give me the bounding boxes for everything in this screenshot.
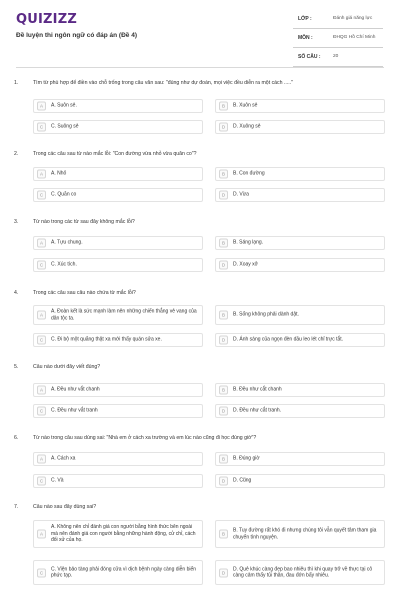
answer-option-a[interactable] bbox=[33, 99, 203, 113]
question-text: Câu nào sau đây dùng sai? bbox=[33, 504, 97, 510]
meta-key: LỚP : bbox=[298, 16, 312, 22]
meta-row-class bbox=[293, 10, 383, 29]
answer-option-c[interactable] bbox=[33, 120, 203, 134]
option-letter-badge: A bbox=[37, 386, 46, 395]
question-text: Trong các câu sau câu nào chứa từ mắc lỗi? bbox=[33, 290, 136, 296]
question-number: 1. bbox=[14, 80, 19, 86]
option-letter-badge: C bbox=[37, 407, 46, 416]
option-text: D. Vừa bbox=[233, 191, 249, 198]
answer-option-c[interactable] bbox=[33, 188, 203, 202]
meta-row-question-count bbox=[293, 48, 383, 67]
option-text: D. Đều như cắt tranh. bbox=[233, 407, 282, 414]
option-letter-badge: D bbox=[219, 477, 228, 486]
meta-value: ĐHQG Hồ Chí Minh bbox=[333, 35, 376, 40]
option-text: A. Cách xa bbox=[51, 455, 76, 462]
answer-option-a[interactable] bbox=[33, 452, 203, 466]
option-text: D. Quê khúc càng đẹp bao nhiêu thì khi quay trở về thực tại cô càng cảm thấy tủi thân, đau đớn bấy nhiêu. bbox=[233, 565, 373, 579]
option-letter-badge: A bbox=[37, 530, 46, 539]
answer-option-b[interactable] bbox=[215, 520, 385, 548]
answer-option-b[interactable] bbox=[215, 167, 385, 181]
answer-option-d[interactable] bbox=[215, 258, 385, 272]
question-number: 2. bbox=[14, 151, 19, 157]
question-number: 4. bbox=[14, 290, 19, 296]
question-number: 6. bbox=[14, 435, 19, 441]
question-text: Câu nào dưới đây viết đúng? bbox=[33, 364, 101, 370]
option-letter-badge: D bbox=[219, 568, 228, 577]
option-letter-badge: B bbox=[219, 311, 228, 320]
answer-option-d[interactable] bbox=[215, 120, 385, 134]
option-letter-badge: D bbox=[219, 123, 228, 132]
answer-option-c[interactable] bbox=[33, 258, 203, 272]
meta-value: 20 bbox=[333, 54, 339, 59]
option-letter-badge: C bbox=[37, 191, 46, 200]
option-letter-badge: A bbox=[37, 455, 46, 464]
option-letter-badge: B bbox=[219, 102, 228, 111]
option-text: A. Suôn sẻ. bbox=[51, 102, 77, 109]
worksheet-header bbox=[0, 0, 400, 62]
option-text: B. Sáng lạng. bbox=[233, 239, 264, 246]
option-text: C. Xúc tích. bbox=[51, 261, 77, 268]
question-text: Từ nào trong các từ sau đây không mắc lỗi? bbox=[33, 219, 135, 225]
option-letter-badge: B bbox=[219, 455, 228, 464]
option-text: B. Sống không phải dành dật. bbox=[233, 311, 299, 318]
option-letter-badge: C bbox=[37, 568, 46, 577]
option-letter-badge: A bbox=[37, 311, 46, 320]
option-text: A. Không nên chỉ đánh giá con người bằng hình thức bên ngoài mà nên đánh giá con người bằng những hành động, cử chỉ, cách đối xử của họ. bbox=[51, 524, 196, 544]
answer-option-a[interactable] bbox=[33, 305, 203, 325]
header-divider bbox=[16, 67, 384, 68]
meta-row-subject bbox=[293, 29, 383, 48]
meta-value: Đánh giá năng lực bbox=[333, 16, 373, 21]
meta-key: SỐ CÂU : bbox=[298, 54, 321, 60]
answer-option-d[interactable] bbox=[215, 188, 385, 202]
answer-option-d[interactable] bbox=[215, 560, 385, 585]
answer-option-b[interactable] bbox=[215, 452, 385, 466]
answer-option-c[interactable] bbox=[33, 333, 203, 347]
answer-option-b[interactable] bbox=[215, 99, 385, 113]
option-letter-badge: B bbox=[219, 170, 228, 179]
question-number: 3. bbox=[14, 219, 19, 225]
option-text: D. Cũng bbox=[233, 477, 252, 484]
option-text: D. Ánh sáng của ngọn đèn dầu leo lét chỉ trực tắt. bbox=[233, 336, 344, 343]
option-letter-badge: D bbox=[219, 191, 228, 200]
option-text: C. Suông sẻ bbox=[51, 123, 79, 130]
worksheet-meta-table bbox=[293, 10, 383, 67]
option-letter-badge: A bbox=[37, 170, 46, 179]
answer-option-b[interactable] bbox=[215, 383, 385, 397]
question-number: 7. bbox=[14, 504, 19, 510]
option-text: C. Viện bảo tàng phải đóng cửa vì dịch bệnh ngày càng diễn biến phức tạp. bbox=[51, 565, 197, 579]
answer-option-a[interactable] bbox=[33, 383, 203, 397]
option-text: A. Đoàn kết là sức mạnh làm nên những chiến thắng vẻ vang của dân tộc ta. bbox=[51, 308, 197, 321]
question-text: Từ nào trong câu sau dùng sai: "Nhà em ở cách xa trường và em lúc nào cũng đi học đúng giờ"? bbox=[33, 435, 257, 441]
meta-key: MÔN : bbox=[298, 35, 313, 41]
option-letter-badge: D bbox=[219, 336, 228, 345]
answer-option-a[interactable] bbox=[33, 167, 203, 181]
option-text: B. Xuôn sẻ bbox=[233, 102, 258, 109]
option-letter-badge: A bbox=[37, 239, 46, 248]
option-text: D. Xoay xở bbox=[233, 261, 258, 268]
option-text: C. Đi bộ một quãng thật xa mới thấy quán sửa xe. bbox=[51, 336, 162, 343]
option-text: C. Quăn co bbox=[51, 191, 77, 198]
question-text: Tìm từ phù hợp để điền vào chỗ trống trong câu văn sau: "đúng như dự đoán, mọi việc đều diễn ra một cách ....." bbox=[33, 80, 294, 86]
option-letter-badge: D bbox=[219, 407, 228, 416]
option-text: B. Con đường bbox=[233, 170, 265, 177]
answer-option-c[interactable] bbox=[33, 474, 203, 488]
option-text: A. Tựu chung. bbox=[51, 239, 83, 246]
option-letter-badge: C bbox=[37, 123, 46, 132]
answer-option-c[interactable] bbox=[33, 560, 203, 585]
option-text: B. Đều như cắt chanh bbox=[233, 386, 282, 393]
option-letter-badge: D bbox=[219, 261, 228, 270]
answer-option-d[interactable] bbox=[215, 404, 385, 418]
answer-option-a[interactable] bbox=[33, 236, 203, 250]
option-text: B. Tuy đường rất khó đi nhưng chúng tôi vẫn quyết tâm tham gia chuyến tình nguyện. bbox=[233, 527, 377, 540]
answer-option-d[interactable] bbox=[215, 474, 385, 488]
option-letter-badge: C bbox=[37, 477, 46, 486]
option-text: C. Đều như vắt tranh bbox=[51, 407, 98, 414]
option-letter-badge: B bbox=[219, 530, 228, 539]
question-number: 5. bbox=[14, 364, 19, 370]
option-letter-badge: A bbox=[37, 102, 46, 111]
option-text: D. Xuông sẻ bbox=[233, 123, 261, 130]
option-letter-badge: C bbox=[37, 261, 46, 270]
answer-option-c[interactable] bbox=[33, 404, 203, 418]
option-letter-badge: B bbox=[219, 239, 228, 248]
option-text: A. Nhỏ bbox=[51, 170, 67, 177]
answer-option-b[interactable] bbox=[215, 236, 385, 250]
question-text: Trong các câu sau từ nào mắc lỗi: "Con đường vừa nhỏ vừa quăn co"? bbox=[33, 151, 197, 157]
answer-option-b[interactable] bbox=[215, 305, 385, 325]
option-text: C. Và bbox=[51, 477, 64, 484]
document-title: Đề luyện thi ngôn ngữ có đáp án (Đề 4) bbox=[16, 32, 137, 39]
answer-option-d[interactable] bbox=[215, 333, 385, 347]
option-letter-badge: B bbox=[219, 386, 228, 395]
option-text: B. Đúng giờ bbox=[233, 455, 260, 462]
option-text: A. Đều như vắt chanh bbox=[51, 386, 100, 393]
answer-option-a[interactable] bbox=[33, 520, 203, 548]
option-letter-badge: C bbox=[37, 336, 46, 345]
quizizz-logo: QUIZIZZ bbox=[16, 12, 77, 27]
